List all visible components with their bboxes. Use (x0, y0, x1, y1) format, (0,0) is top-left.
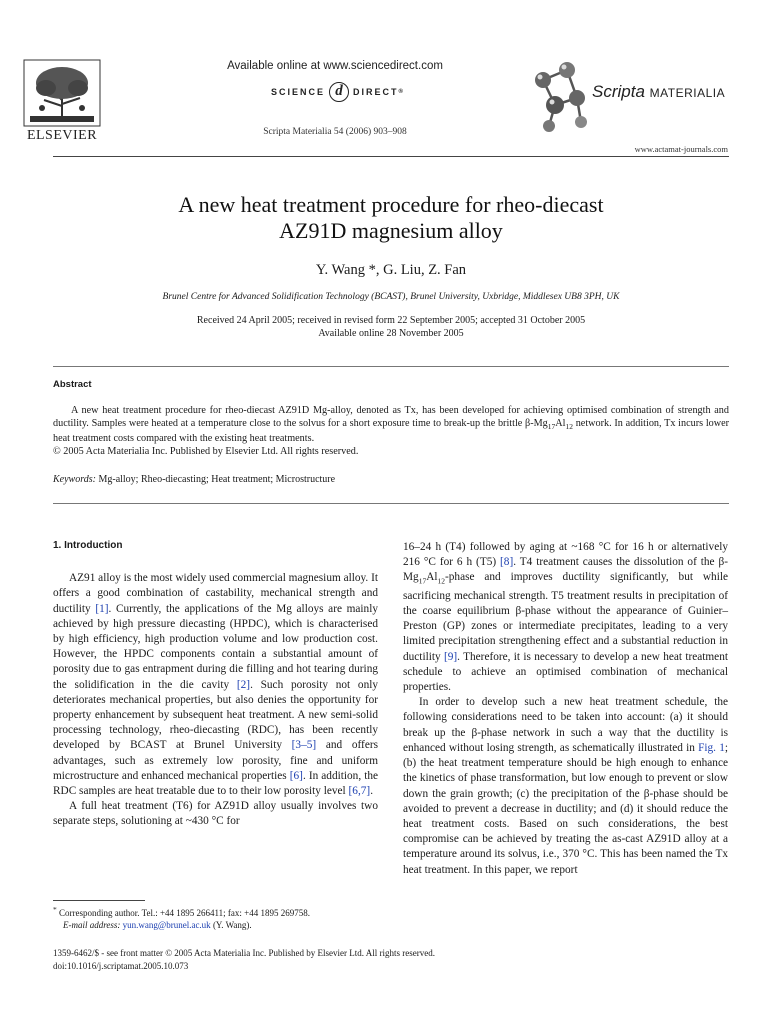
journal-name-main: Scripta (592, 82, 645, 101)
citation-link[interactable]: [8] (500, 556, 514, 569)
abstract-copyright: © 2005 Acta Materialia Inc. Published by Elsevier Ltd. All rights reserved. (53, 445, 359, 457)
citation-link[interactable]: [6,7] (348, 785, 371, 798)
journal-header (0, 0, 768, 160)
keywords-list: Mg-alloy; Rheo-diecasting; Heat treatment; Microstructure (98, 474, 336, 485)
citation-link[interactable]: [2] (236, 678, 251, 691)
sd-registered: ® (398, 89, 405, 95)
footer-doi[interactable]: doi:10.1016/j.scriptamat.2005.10.073 (53, 960, 189, 971)
citation-link[interactable]: [1] (95, 602, 109, 615)
available-online: Available online at www.sciencedirect.com (227, 60, 443, 72)
abstract-top-rule (53, 366, 729, 367)
sd-left: SCIENCE (271, 87, 326, 97)
elsevier-tree-logo (22, 58, 102, 128)
left-column (53, 538, 378, 830)
citation-link[interactable]: [9] (443, 650, 458, 663)
intro-paragraph-1: AZ91 alloy is the most widely used commercial magnesium alloy. It offers a good combination of castability, mechanical strength and ductility [1]. Currently, the applications of the Mg alloys are mainly achieved by high pressure diecasting (HPDC), which is characterised by high efficiency, high production volume and low production cost. However, the HPDC components contain a substantial amount of porosity due to gas entrapment during die filling and hot tearing during the solidification in the die cavity [2]. Such porosity not only deteriorates mechanical properties, but also denies the opportunity for property enhancement by subsequent heat treatment. A new semi-solid processing technology, rheo-diecasting (RDC), has been recently developed by BCAST at Brunel University [3–5] and offers advantages, such as extremely low porosity, fine and uniform microstructure and enhanced mechanical properties [6]. In addition, the RDC samples are heat treatable due to to their low porosity level [6,7]. (53, 572, 379, 798)
journal-reference: Scripta Materialia 54 (2006) 903–908 (263, 127, 407, 137)
keywords (53, 474, 729, 485)
intro-paragraph-3: 16–24 h (T4) followed by aging at ~168 °C for 16 h or alternatively 216 °C for 6 h (T5) [8]. T4 treatment causes the dissolution of the $\beta-Mg_{17}Al_{12}$-phase and improves ductility significantly, but while sacrificing mechanical strength. T5 treatment results in precipitation of the coarse equilibrium β-phase without the appearance of Guinier–Preston (GP) zones or intermediate precipitates, leading to a very limited precipitation strengthening effect and a substantial reduction in ductility [9]. Therefore, it is necessary to develop a new heat treatment schedule to achieve an optimised combination of mechanical properties. (403, 541, 728, 694)
intro-paragraph-2: A full heat treatment (T6) for AZ91D alloy usually involves two separate steps, solutioning at ~430 °C for (53, 800, 378, 828)
abstract-body (53, 405, 729, 458)
abstract-bottom-rule (53, 503, 729, 504)
abstract-heading: Abstract (53, 379, 92, 390)
abstract-paragraph: A new heat treatment procedure for rheo-diecast AZ91D Mg-alloy, denoted as Tx, has been developed for achieving optimised combination of strength and ductility. Samples were heated at a temperature close to the solvus for a short exposure time to break-up the brittle $\beta-Mg_{17}Al_{12}$ network. In addition, Tx incurs lower heat treatment costs compared with the existing heat treatments. (53, 405, 730, 445)
intro-paragraph-4: In order to develop such a new heat treatment schedule, the following considerations need to be taken into account: (a) it should break up the β-phase network in such a way that the ductility is enhanced without losing strength, as schematically illustrated in Fig. 1; (b) the heat treatment temperature should be high enough to enhance the kinetics of phase transformation, but low enough to prevent or slow down the grain growth; (c) the precipitation of the β-phase should be avoided to prevent a decrease in ductility; and (d) it should reduce the heat treatment costs. Based on such considerations, the best compromise can be achieved by treating the as-cast AZ91D alloy at a temperature around its solvus, i.e., 370 °C. This has been named the Tx heat treatment. In this paper, we report (403, 696, 728, 876)
sciencedirect-logo (258, 78, 418, 106)
right-column (403, 540, 728, 878)
footnote-rule (53, 900, 145, 901)
page-footer (53, 947, 729, 972)
journal-name-sub: MATERIALIA (649, 86, 726, 100)
journal-website[interactable]: www.actamat-journals.com (634, 144, 728, 154)
article-title (53, 192, 729, 244)
sd-right: DIRECT (353, 87, 399, 97)
footnote-line-1: * Corresponding author. Tel.: +44 1895 266411; fax: +44 1895 269758. (53, 905, 311, 918)
figure-link[interactable]: Fig. 1 (698, 741, 725, 754)
keywords-label: Keywords: (53, 474, 96, 485)
affiliation: Brunel Centre for Advanced Solidification Technology (BCAST), Brunel University, Uxbridge, Middlesex UB8 3PH, UK (162, 292, 620, 302)
citation-link[interactable]: [6] (289, 769, 303, 782)
author-list: Y. Wang *, G. Liu, Z. Fan (315, 262, 467, 278)
article-dates (53, 314, 729, 340)
journal-name (592, 82, 725, 102)
footer-copyright: 1359-6462/$ - see front matter © 2005 Acta Materialia Inc. Published by Elsevier Ltd. All rights reserved. (53, 948, 435, 958)
sd-circle-icon: d (329, 82, 349, 102)
footnote-line-2: E-mail address: yun.wang@brunel.ac.uk (Y. Wang). (63, 920, 252, 930)
header-divider (53, 156, 729, 157)
received-dates: Received 24 April 2005; received in revised form 22 September 2005; accepted 31 October 2005 (196, 315, 586, 326)
footnote (53, 904, 383, 931)
available-date: Available online 28 November 2005 (318, 328, 464, 339)
section-heading-introduction: 1. Introduction (53, 540, 123, 551)
title-line-2: AZ91D magnesium alloy (279, 218, 503, 243)
citation-link[interactable]: [3–5] (291, 739, 317, 752)
email-link[interactable]: yun.wang@brunel.ac.uk (122, 920, 211, 930)
publisher-name: ELSEVIER (26, 128, 98, 143)
title-line-1: A new heat treatment procedure for rheo-diecast (178, 192, 604, 217)
